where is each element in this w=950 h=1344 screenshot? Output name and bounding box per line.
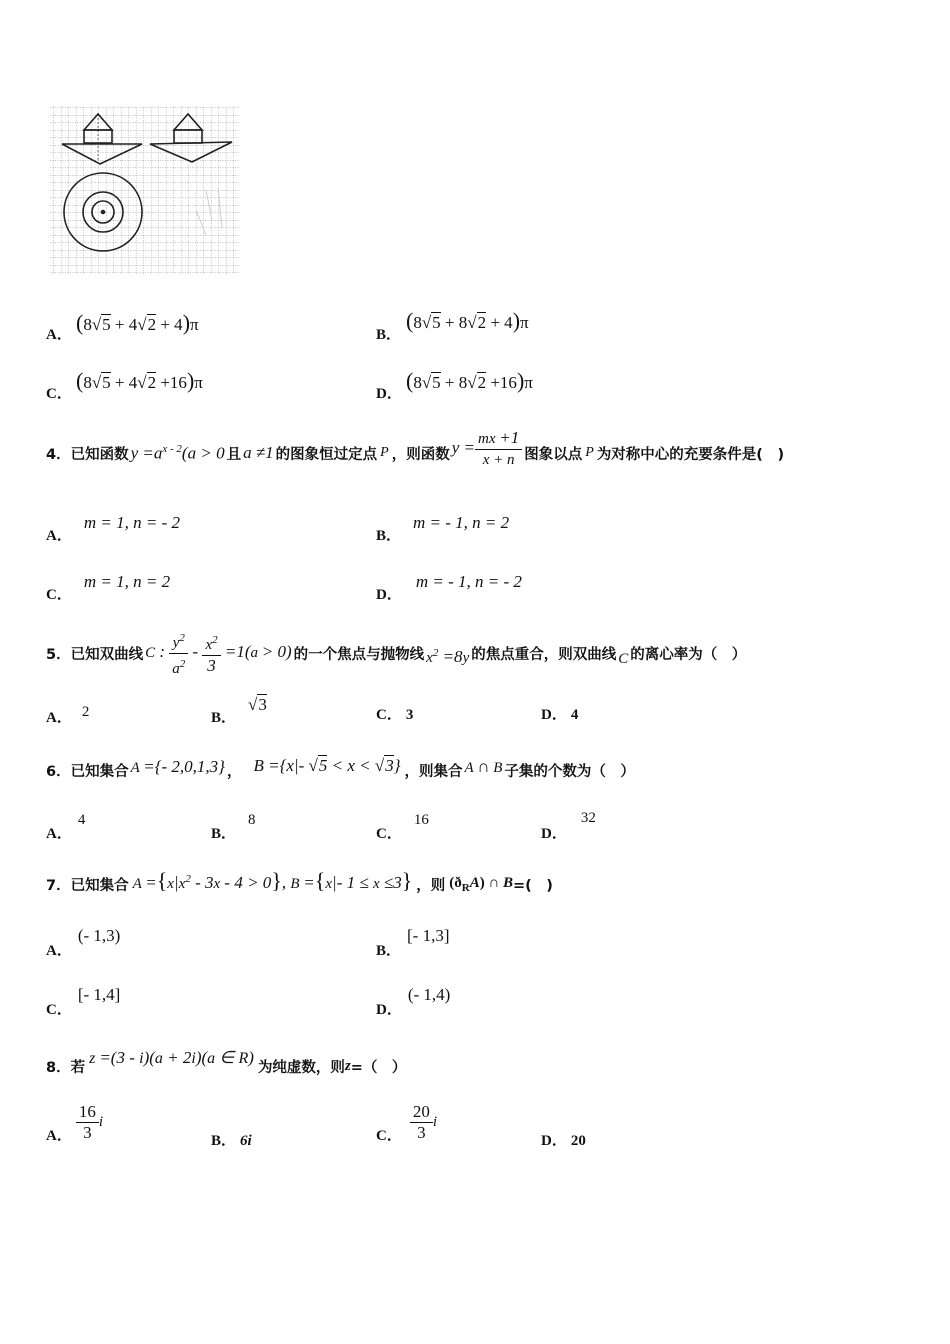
grid-background xyxy=(50,106,240,274)
q3-option-c[interactable] xyxy=(46,370,72,402)
q3-option-b-expr: (8√5 + 8√2 + 4)π xyxy=(406,308,529,333)
q4-text-2: 且 xyxy=(226,446,242,463)
q6-option-d-label: D． xyxy=(541,826,567,842)
q7-option-a-label: A． xyxy=(46,943,72,959)
q4-point-p: P xyxy=(380,445,389,460)
q4-option-a[interactable] xyxy=(46,512,180,544)
q3-option-b[interactable] xyxy=(376,311,402,343)
q7-complement: $(ð_RA)$ ∩ B xyxy=(449,874,514,894)
q8-option-d-label: D． xyxy=(541,1133,567,1149)
q5-option-d-label: D． xyxy=(541,707,567,723)
q5-option-a[interactable] xyxy=(46,700,90,726)
q7-option-a[interactable] xyxy=(46,925,121,959)
q8-option-a-frac xyxy=(76,1102,99,1143)
q8-option-a-label: A． xyxy=(46,1128,72,1144)
q8-option-b-label: B． xyxy=(211,1133,237,1149)
q7-option-d[interactable] xyxy=(376,984,451,1018)
q8-option-c[interactable] xyxy=(376,1102,437,1143)
q5-option-d-text: 4 xyxy=(570,707,579,723)
q8-option-a[interactable] xyxy=(46,1102,103,1143)
q6-option-a-text: 4 xyxy=(77,812,86,828)
q4-option-c[interactable] xyxy=(46,571,171,603)
q6-option-c[interactable] xyxy=(376,808,429,842)
q7-stem xyxy=(46,864,553,904)
q6-intersection: A ∩ B xyxy=(464,757,503,776)
q4-option-b[interactable] xyxy=(376,512,510,544)
q6-option-b-label: B． xyxy=(211,826,237,842)
q3-option-c-label: C． xyxy=(46,386,72,402)
q5-number: 5． xyxy=(46,646,71,663)
q8-stem xyxy=(46,1046,406,1086)
q4-option-a-text: m = 1, n = - 2 xyxy=(83,513,180,532)
q6-option-d-text: 32 xyxy=(580,810,596,826)
q8-option-c-label: C． xyxy=(376,1128,402,1144)
q8-option-b-text: 6i xyxy=(240,1133,252,1149)
q5-option-c[interactable] xyxy=(376,703,413,724)
q8-option-a-num: 16 xyxy=(76,1102,99,1123)
q8-option-d[interactable] xyxy=(541,1129,586,1150)
q4-stem xyxy=(46,428,784,478)
q8-option-c-num: 20 xyxy=(410,1102,433,1123)
q6-option-a[interactable] xyxy=(46,808,86,842)
q5-option-a-text: 2 xyxy=(81,704,90,720)
q4-number: 4． xyxy=(46,446,71,463)
q5-option-d[interactable] xyxy=(541,703,578,724)
q4-option-a-label: A． xyxy=(46,528,72,544)
q5-text-2: 的一个焦点与抛物线 xyxy=(293,646,425,663)
q6-option-a-label: A． xyxy=(46,826,72,842)
q8-number: 8． xyxy=(46,1059,71,1076)
q4-func: $y =a^{x - 2}(a > 0$ xyxy=(130,442,225,463)
q3-option-a[interactable] xyxy=(46,311,72,343)
q6-stem xyxy=(46,750,635,790)
q6-text-3: ，则集合 xyxy=(404,763,463,780)
q6-text-4: 子集的个数为（ ） xyxy=(504,763,635,780)
q6-set-a: A ={- 2,0,1,3} xyxy=(130,757,225,776)
q8-option-b[interactable] xyxy=(211,1129,252,1150)
q3-option-d-label: D． xyxy=(376,386,402,402)
q4-point-p2: P xyxy=(585,445,594,460)
q8-option-a-den: 3 xyxy=(83,1123,92,1142)
q3-option-d[interactable] xyxy=(376,370,402,402)
q6-set-b: B ={x|- √5 < x < √3} xyxy=(253,756,401,775)
q7-option-c[interactable] xyxy=(46,984,121,1018)
q5-text-4: 的离心率为（ ） xyxy=(630,646,747,663)
q7-text-1: 已知集合 xyxy=(70,877,129,894)
q6-option-b[interactable] xyxy=(211,808,256,842)
q7-text-2: ，则 xyxy=(416,877,446,894)
q5-option-b[interactable] xyxy=(211,694,267,726)
q5-hyperbola: C : $\frac{y^2}{a^2}$ - $\frac{x^2}{3}$ =1(a > 0) xyxy=(145,628,292,679)
q7-option-a-text: (- 1,3) xyxy=(77,926,121,945)
q4-text-3: 的图象恒过定点 xyxy=(275,446,378,463)
q5-option-a-label: A． xyxy=(46,710,72,726)
q5-text-1: 已知双曲线 xyxy=(70,646,144,663)
q3-option-c-expr: (8√5 + 4√2 +16)π xyxy=(76,368,203,393)
q3-option-d-expr: (8√5 + 8√2 +16)π xyxy=(406,368,533,393)
q4-func2: y = $\frac{mx +1}{x + n}$ xyxy=(452,428,523,470)
q4-option-b-text: m = - 1, n = 2 xyxy=(413,513,510,532)
q6-number: 6． xyxy=(46,763,71,780)
q8-expr: z =(3 - i)(a + 2i)(a ∈ R) xyxy=(89,1048,254,1067)
q4-text-5: 图象以点 xyxy=(524,446,583,463)
q5-option-c-text: 3 xyxy=(405,707,414,723)
q7-number: 7． xyxy=(46,877,71,894)
q7-option-d-label: D． xyxy=(376,1002,402,1018)
q7-sets: $A =\{x|x^2 - 3x - 4 > 0\}$, B ={x|- 1 ≤ x ≤3} xyxy=(132,868,413,893)
q6-option-b-text: 8 xyxy=(248,812,256,828)
q8-text-1: 若 xyxy=(70,1059,86,1076)
q5-option-c-label: C． xyxy=(376,707,402,723)
q7-option-b[interactable] xyxy=(376,925,450,959)
q4-text-4: ，则函数 xyxy=(391,446,450,463)
q5-stem xyxy=(46,628,746,678)
q4-option-c-text: m = 1, n = 2 xyxy=(83,572,171,591)
q7-option-c-label: C． xyxy=(46,1002,72,1018)
q5-option-b-text: √3 xyxy=(248,695,267,714)
q7-option-b-text: [- 1,3] xyxy=(407,926,450,945)
q4-cond: a ≠1 xyxy=(243,443,274,462)
q6-option-c-text: 16 xyxy=(413,812,429,828)
q7-option-d-text: (- 1,4) xyxy=(407,985,451,1004)
q6-option-c-label: C． xyxy=(376,826,402,842)
q8-option-c-suffix: i xyxy=(432,1114,438,1130)
q5-text-3: 的焦点重合，则双曲线 xyxy=(471,646,617,663)
q8-option-c-den: 3 xyxy=(417,1123,426,1142)
q4-text-6: 为对称中心的充要条件是( ) xyxy=(596,446,785,463)
q8-option-a-suffix: i xyxy=(98,1114,104,1130)
q6-option-d[interactable] xyxy=(541,806,596,842)
q8-option-d-text: 20 xyxy=(570,1133,586,1149)
q4-option-d-text: m = - 1, n = - 2 xyxy=(415,572,522,591)
q3-option-b-label: B． xyxy=(376,327,402,343)
q5-parabola: $x^2 =8y$ xyxy=(426,647,470,666)
q7-text-3: =( ) xyxy=(513,877,553,894)
q4-option-d-label: D． xyxy=(376,587,402,603)
q6-text-2: ， xyxy=(226,763,242,780)
q6-text-1: 已知集合 xyxy=(70,763,129,780)
q4-text-1: 已知函数 xyxy=(70,446,129,463)
q5-option-b-label: B． xyxy=(211,710,237,726)
q8-z: z xyxy=(344,1057,351,1074)
q4-option-d[interactable] xyxy=(376,571,522,603)
q8-text-3: =（ ） xyxy=(350,1059,407,1076)
q3-option-a-expr: (8√5 + 4√2 + 4)π xyxy=(76,310,199,335)
q3-option-a-label: A． xyxy=(46,327,72,343)
q4-option-c-label: C． xyxy=(46,587,72,603)
q8-text-2: 为纯虚数，则 xyxy=(257,1059,345,1076)
q7-option-b-label: B． xyxy=(376,943,402,959)
q8-option-c-frac xyxy=(410,1102,433,1143)
three-view-figure xyxy=(46,100,246,280)
q7-option-c-text: [- 1,4] xyxy=(77,985,121,1004)
q5-c: C xyxy=(618,650,629,667)
q4-option-b-label: B． xyxy=(376,528,402,544)
